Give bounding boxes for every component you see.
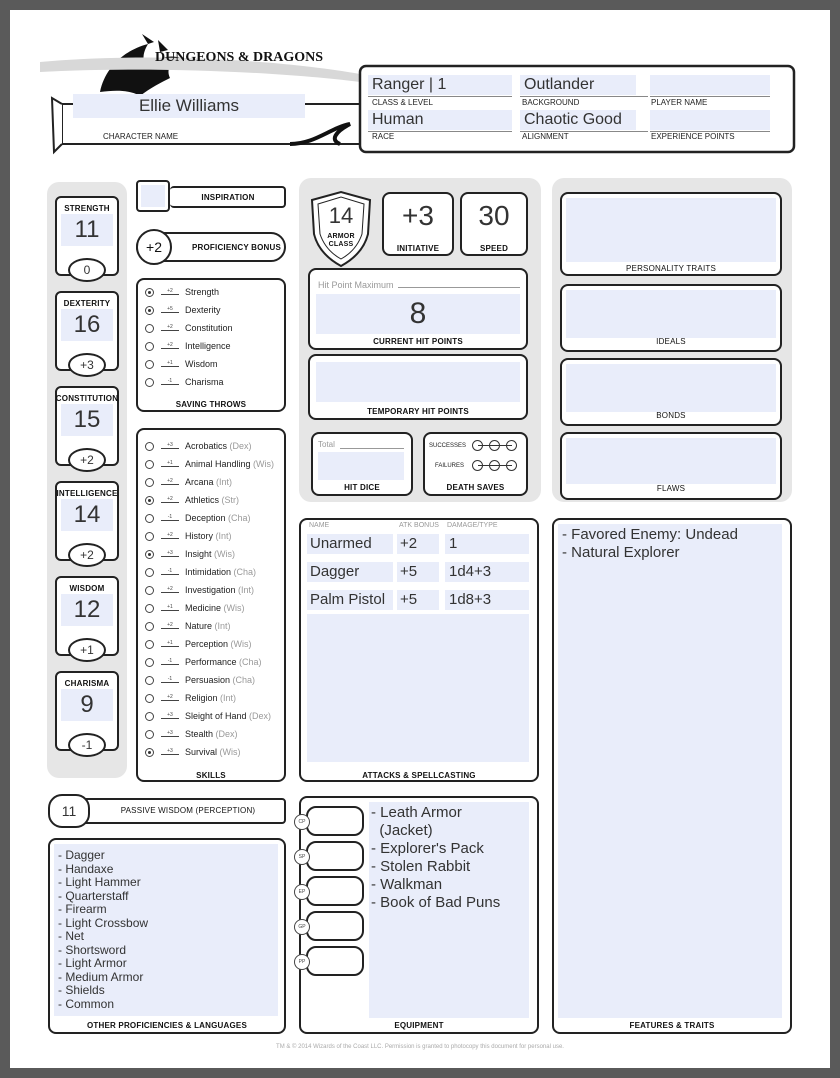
speed-value: 30 xyxy=(478,200,510,231)
feature-line: - Favored Enemy: Undead xyxy=(562,526,738,543)
ability-name: INTELLIGENCE xyxy=(56,489,118,498)
attacks-title: ATTACKS & SPELLCASTING xyxy=(362,771,476,780)
proficiency-bonus-label: PROFICIENCY BONUS xyxy=(192,243,282,252)
skill-checkbox[interactable] xyxy=(145,532,154,541)
saving-throw-bonus: +2 xyxy=(161,288,179,295)
skill-ability: (Dex) xyxy=(215,729,238,739)
hit-dice-total-label: Total xyxy=(318,440,335,449)
skill-name: Sleight of Hand (Dex) xyxy=(185,711,272,721)
coin-label: PP xyxy=(294,954,310,970)
attack-damage-field[interactable] xyxy=(445,534,529,554)
skill-name: Animal Handling (Wis) xyxy=(185,459,275,469)
attack-name: Palm Pistol xyxy=(310,591,386,608)
skill-ability: (Wis) xyxy=(214,549,236,559)
equipment-line: - Stolen Rabbit xyxy=(371,858,471,875)
armor-class-value: 14 xyxy=(328,203,354,228)
ability-modifier: +3 xyxy=(80,358,94,372)
skill-ability: (Cha) xyxy=(239,657,262,667)
proficiency-line: - Firearm xyxy=(58,902,107,916)
race-value: Human xyxy=(372,111,424,128)
saving-throw-name: Intelligence xyxy=(185,341,231,351)
ideals-field[interactable] xyxy=(566,290,776,338)
attacks-col-damage: DAMAGE/TYPE xyxy=(447,522,498,529)
flaws-label: FLAWS xyxy=(656,484,686,493)
skill-name: Insight (Wis) xyxy=(185,549,236,559)
skill-checkbox[interactable] xyxy=(145,568,154,577)
player-name-label: PLAYER NAME xyxy=(651,98,708,107)
ability-modifier: -1 xyxy=(81,738,93,752)
skill-name: Deception (Cha) xyxy=(185,513,251,523)
skill-checkbox[interactable] xyxy=(145,496,154,505)
equipment-title: EQUIPMENT xyxy=(394,1021,444,1030)
skill-bonus: +2 xyxy=(161,694,179,701)
skill-ability: (Cha) xyxy=(233,567,257,577)
coin-label: SP xyxy=(294,849,310,865)
class-level-field[interactable] xyxy=(368,75,512,95)
proficiency-line: - Light Crossbow xyxy=(58,915,149,930)
skill-checkbox[interactable] xyxy=(145,730,154,739)
equipment-line: - Walkman xyxy=(371,876,443,893)
saving-throw-bonus: +2 xyxy=(161,342,179,349)
proficiencies-field[interactable] xyxy=(54,844,278,1016)
armor-class-label: ARMOR CLASS xyxy=(327,233,355,248)
ability-score: 11 xyxy=(74,216,100,243)
current-hp-label: CURRENT HIT POINTS xyxy=(373,337,463,346)
logo-text: DUNGEONS & DRAGONS xyxy=(155,50,324,65)
skill-checkbox[interactable] xyxy=(145,586,154,595)
proficiency-line: - Shields xyxy=(58,983,105,997)
inspiration-value-field xyxy=(141,185,165,207)
experience-points-label: EXPERIENCE POINTS xyxy=(651,132,735,141)
bonds-field[interactable] xyxy=(566,364,776,412)
successes-label: SUCCESSES xyxy=(429,443,467,449)
attack-bonus: +5 xyxy=(400,591,418,608)
saving-throw-name: Charisma xyxy=(185,377,224,387)
saving-throw-checkbox[interactable] xyxy=(145,306,154,315)
death-save-connector xyxy=(478,465,512,466)
initiative-value: +3 xyxy=(402,200,434,231)
ability-name: CHARISMA xyxy=(64,679,110,688)
skill-bonus: -1 xyxy=(161,568,179,575)
skill-checkbox[interactable] xyxy=(145,712,154,721)
ability-score: 14 xyxy=(73,501,101,528)
saving-throw-checkbox[interactable] xyxy=(145,378,154,387)
skill-bonus: +2 xyxy=(161,532,179,539)
proficiency-bonus-circle[interactable] xyxy=(136,229,172,265)
passive-wisdom-box[interactable] xyxy=(48,794,90,828)
skill-checkbox[interactable] xyxy=(145,640,154,649)
equipment-line: - Explorer's Pack xyxy=(371,840,484,857)
proficiency-line: - Shortsword xyxy=(58,942,127,957)
equipment-lines xyxy=(369,802,529,912)
skill-bonus: +2 xyxy=(161,478,179,485)
skill-name: Survival (Wis) xyxy=(185,747,241,757)
experience-points-field[interactable] xyxy=(650,110,770,130)
saving-throw-checkbox[interactable] xyxy=(145,360,154,369)
skills-title: SKILLS xyxy=(196,771,226,780)
attacks-col-bonus: ATK BONUS xyxy=(399,522,439,529)
attack-name: Unarmed xyxy=(310,535,372,552)
skill-name: Performance (Cha) xyxy=(185,657,262,667)
skill-checkbox[interactable] xyxy=(145,748,154,757)
saving-throw-checkbox[interactable] xyxy=(145,324,154,333)
character-name-field[interactable] xyxy=(73,94,305,118)
skill-name: Religion (Int) xyxy=(185,693,237,703)
attack-damage: 1 xyxy=(449,535,458,552)
equipment-line: (Jacket) xyxy=(371,822,433,839)
ability-name: DEXTERITY xyxy=(63,299,111,308)
skill-ability: (Int) xyxy=(238,585,255,595)
ability-score: 16 xyxy=(73,311,101,338)
ability-score: 15 xyxy=(73,406,101,433)
attack-bonus: +2 xyxy=(400,535,418,552)
saving-throw-name: Constitution xyxy=(185,323,233,333)
ability-modifier: +2 xyxy=(80,453,94,467)
skill-ability: (Dex) xyxy=(229,441,252,451)
inspiration-box[interactable] xyxy=(136,180,170,212)
hit-dice-label: HIT DICE xyxy=(344,483,380,492)
saving-throw-bonus: +5 xyxy=(161,306,179,313)
attack-bonus: +5 xyxy=(400,563,418,580)
passive-wisdom-label: PASSIVE WISDOM (PERCEPTION) xyxy=(120,806,256,815)
skill-checkbox[interactable] xyxy=(145,514,154,523)
saving-throw-name: Dexterity xyxy=(185,305,221,315)
ability-name: WISDOM xyxy=(69,584,105,593)
saving-throw-checkbox[interactable] xyxy=(145,342,154,351)
background-value: Outlander xyxy=(524,76,595,93)
proficiency-line: - Light Armor xyxy=(58,956,127,970)
proficiency-line: - Light Hammer xyxy=(58,875,141,889)
skill-bonus: +1 xyxy=(161,460,179,467)
proficiency-bonus-value: +2 xyxy=(146,239,162,255)
features-title: FEATURES & TRAITS xyxy=(629,1021,715,1030)
ability-name: STRENGTH xyxy=(64,204,110,213)
ability-modifier: +2 xyxy=(80,548,94,562)
skill-name: Athletics (Str) xyxy=(185,495,240,505)
hp-max-field[interactable] xyxy=(398,276,520,288)
attacks-notes-field[interactable] xyxy=(307,614,529,762)
skill-bonus: +3 xyxy=(161,730,179,737)
background-field[interactable] xyxy=(520,75,636,95)
coin-box[interactable] xyxy=(306,911,364,941)
character-sheet xyxy=(10,10,830,1068)
current-hp-field[interactable] xyxy=(316,294,520,334)
coin-label: GP xyxy=(294,919,310,935)
ability-modifier: 0 xyxy=(83,263,91,277)
skill-ability: (Str) xyxy=(221,495,240,505)
coin-box[interactable] xyxy=(306,946,364,976)
ability-score: 9 xyxy=(80,691,94,718)
skill-name: Investigation (Int) xyxy=(185,585,255,595)
character-name-value: Ellie Williams xyxy=(138,96,240,115)
equipment-field[interactable] xyxy=(369,802,529,1018)
proficiencies-title: OTHER PROFICIENCIES & LANGUAGES xyxy=(87,1021,247,1030)
skill-checkbox[interactable] xyxy=(145,604,154,613)
failures-label: FAILURES xyxy=(435,463,465,469)
skill-bonus: +2 xyxy=(161,622,179,629)
proficiency-line: - Quarterstaff xyxy=(58,888,129,903)
class-level-label: CLASS & LEVEL xyxy=(372,98,433,107)
skill-ability: (Int) xyxy=(214,621,231,631)
feature-line: - Natural Explorer xyxy=(562,544,680,561)
personality-label: PERSONALITY TRAITS xyxy=(626,264,716,273)
equipment-line: - Leath Armor xyxy=(371,804,462,821)
skill-checkbox[interactable] xyxy=(145,478,154,487)
skill-checkbox[interactable] xyxy=(145,460,154,469)
skill-checkbox[interactable] xyxy=(145,622,154,631)
skill-bonus: -1 xyxy=(161,676,179,683)
ability-score: 12 xyxy=(73,596,101,623)
race-label: RACE xyxy=(372,132,395,141)
skill-bonus: -1 xyxy=(161,514,179,521)
saving-throw-name: Strength xyxy=(185,287,220,297)
skill-ability: (Cha) xyxy=(232,675,256,685)
skill-name: Intimidation (Cha) xyxy=(185,567,257,577)
coin-box[interactable] xyxy=(306,876,364,906)
speed-label: SPEED xyxy=(479,244,509,253)
skill-name: Medicine (Wis) xyxy=(185,603,245,613)
proficiencies-lines xyxy=(54,844,278,1011)
death-saves-label: DEATH SAVES xyxy=(446,483,505,492)
copyright-footer: TM & © 2014 Wizards of the Coast LLC. Permission is granted to photocopy this document for personal use. xyxy=(276,1044,564,1050)
class-level-value: Ranger | 1 xyxy=(372,76,447,93)
skill-ability: (Cha) xyxy=(228,513,251,523)
saving-throw-name: Wisdom xyxy=(185,359,218,369)
skill-name: Stealth (Dex) xyxy=(185,729,238,739)
skill-checkbox[interactable] xyxy=(145,694,154,703)
ability-modifier: +1 xyxy=(80,643,94,657)
proficiency-line: - Medium Armor xyxy=(58,969,144,984)
bonds-label: BONDS xyxy=(656,411,686,420)
alignment-field[interactable] xyxy=(520,110,636,130)
saving-throw-bonus: +1 xyxy=(161,360,179,367)
equipment-line: - Book of Bad Puns xyxy=(371,894,501,911)
attack-damage: 1d4+3 xyxy=(449,563,492,580)
skill-ability: (Wis) xyxy=(230,639,252,649)
attack-name: Dagger xyxy=(310,563,360,580)
armor-class-shield xyxy=(308,190,374,270)
initiative-label: INITIATIVE xyxy=(396,244,440,253)
skill-bonus: +2 xyxy=(161,496,179,503)
skill-bonus: +3 xyxy=(161,748,179,755)
skill-bonus: +3 xyxy=(161,550,179,557)
skill-ability: (Dex) xyxy=(249,711,272,721)
temp-hp-label: TEMPORARY HIT POINTS xyxy=(367,407,469,416)
ability-name: CONSTITUTION xyxy=(55,394,119,403)
temp-hp-field[interactable] xyxy=(316,362,520,402)
skill-name: Acrobatics (Dex) xyxy=(185,441,252,451)
race-field[interactable] xyxy=(368,110,512,130)
skill-bonus: +1 xyxy=(161,604,179,611)
coin-box[interactable] xyxy=(306,841,364,871)
coin-box[interactable] xyxy=(306,806,364,836)
proficiency-line: - Handaxe xyxy=(58,861,114,876)
hp-max-label: Hit Point Maximum xyxy=(318,280,394,290)
death-save-connector xyxy=(478,445,512,446)
skill-bonus: +3 xyxy=(161,712,179,719)
hit-dice-field[interactable] xyxy=(318,452,404,480)
saving-throw-bonus: +2 xyxy=(161,324,179,331)
alignment-value: Chaotic Good xyxy=(524,111,622,128)
proficiency-line: - Dagger xyxy=(58,848,105,862)
proficiency-line: - Common xyxy=(58,996,115,1011)
attacks-col-name: NAME xyxy=(309,522,330,529)
skill-checkbox[interactable] xyxy=(145,676,154,685)
skill-name: Arcana (Int) xyxy=(185,477,233,487)
current-hp-value: 8 xyxy=(409,297,427,330)
features-field[interactable] xyxy=(558,524,782,1018)
alignment-label: ALIGNMENT xyxy=(522,132,569,141)
saving-throw-bonus: -1 xyxy=(161,378,179,385)
inspiration-label: INSPIRATION xyxy=(201,193,255,202)
saving-throw-checkbox[interactable] xyxy=(145,288,154,297)
skill-ability: (Int) xyxy=(216,477,233,487)
skill-name: Persuasion (Cha) xyxy=(185,675,256,685)
ideals-label: IDEALS xyxy=(656,337,686,346)
passive-wisdom-value: 11 xyxy=(61,803,77,819)
skill-ability: (Int) xyxy=(220,693,237,703)
skill-name: History (Int) xyxy=(185,531,232,541)
skill-ability: (Wis) xyxy=(223,603,245,613)
personality-field[interactable] xyxy=(566,198,776,262)
saving-throws-title: SAVING THROWS xyxy=(175,400,247,409)
features-lines xyxy=(558,524,782,562)
coin-label: EP xyxy=(294,884,310,900)
skill-name: Perception (Wis) xyxy=(185,639,252,649)
skill-checkbox[interactable] xyxy=(145,442,154,451)
skill-ability: (Int) xyxy=(215,531,232,541)
skill-bonus: -1 xyxy=(161,658,179,665)
skill-bonus: +2 xyxy=(161,586,179,593)
coin-label: CP xyxy=(294,814,310,830)
skill-name: Nature (Int) xyxy=(185,621,231,631)
skill-bonus: +3 xyxy=(161,442,179,449)
skill-bonus: +1 xyxy=(161,640,179,647)
skill-ability: (Wis) xyxy=(219,747,241,757)
attack-damage: 1d8+3 xyxy=(449,591,492,608)
background-label: BACKGROUND xyxy=(522,98,580,107)
character-name-label: CHARACTER NAME xyxy=(103,132,179,141)
skill-checkbox[interactable] xyxy=(145,550,154,559)
skill-checkbox[interactable] xyxy=(145,658,154,667)
proficiency-line: - Net xyxy=(58,929,85,943)
player-name-field[interactable] xyxy=(650,75,770,95)
flaws-field[interactable] xyxy=(566,438,776,484)
skill-ability: (Wis) xyxy=(253,459,275,469)
